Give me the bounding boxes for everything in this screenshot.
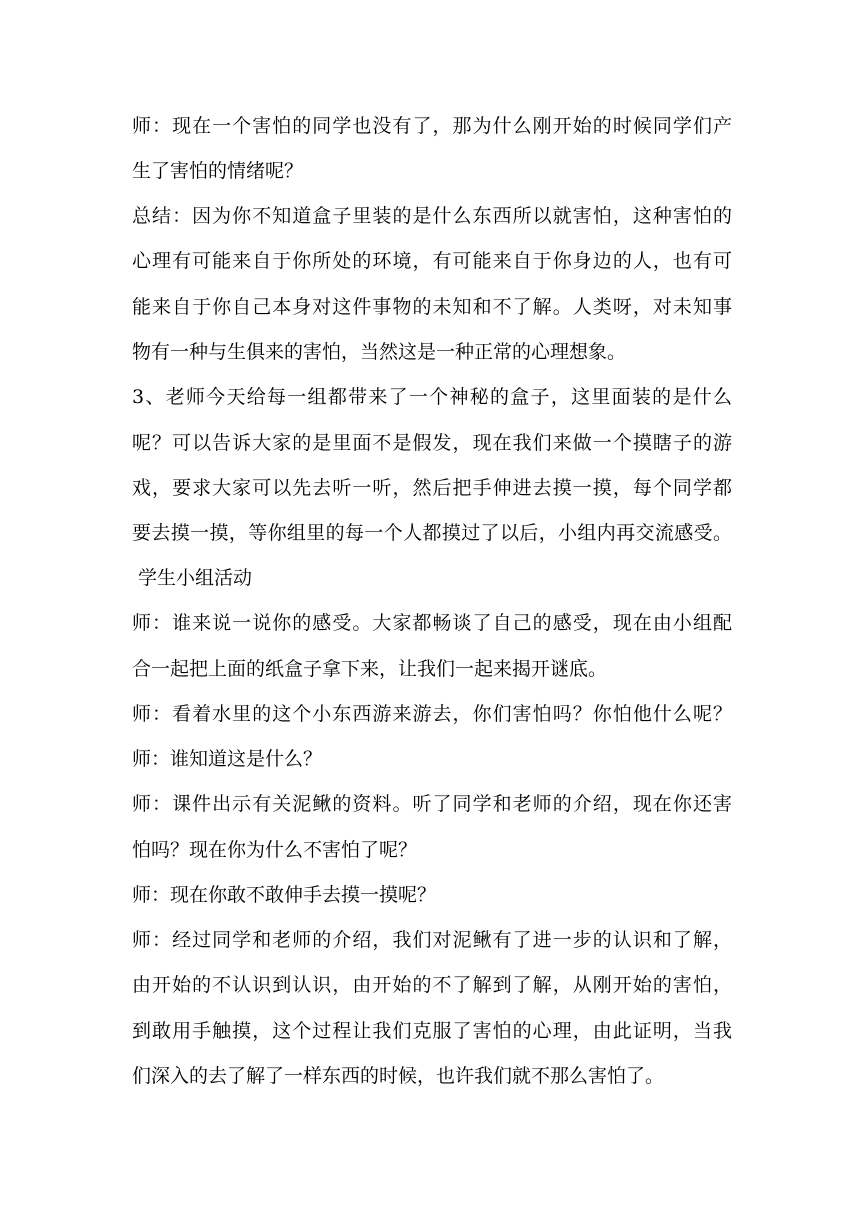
text-line: 合一起把上面的纸盒子拿下来，让我们一起来揭开谜底。 bbox=[132, 658, 608, 680]
text-line: 物有一种与生俱来的害怕，当然这是一种正常的心理想象。 bbox=[132, 341, 627, 363]
text-line: 戏，要求大家可以先去听一听，然后把手伸进去摸一摸，每个同学都 bbox=[132, 477, 732, 499]
text-line: 师：现在一个害怕的同学也没有了，那为什么刚开始的时候同学们产 bbox=[132, 115, 732, 137]
text-line: 呢？可以告诉大家的是里面不是假发，现在我们来做一个摸瞎子的游 bbox=[132, 432, 732, 454]
text-line: 到敢用手触摸，这个过程让我们克服了害怕的心理，由此证明，当我 bbox=[132, 1020, 732, 1042]
text-line: 们深入的去了解了一样东西的时候，也许我们就不那么害怕了。 bbox=[132, 1065, 665, 1087]
text-line: 心理有可能来自于你所处的环境，有可能来自于你身边的人，也有可 bbox=[132, 250, 732, 272]
text-line: 总结：因为你不知道盒子里装的是什么东西所以就害怕，这种害怕的 bbox=[132, 205, 732, 227]
text-line: 师：现在你敢不敢伸手去摸一摸呢？ bbox=[132, 884, 437, 906]
text-line: 师：经过同学和老师的介绍，我们对泥鳅有了进一步的认识和了解， bbox=[132, 929, 732, 951]
text-line: 师：谁来说一说你的感受。大家都畅谈了自己的感受，现在由小组配 bbox=[132, 612, 732, 634]
text-line: 怕吗？现在你为什么不害怕了呢？ bbox=[132, 839, 418, 861]
text-line: 学生小组活动 bbox=[132, 567, 253, 589]
text-line: 能来自于你自己本身对这件事物的未知和不了解。人类呀，对未知事 bbox=[132, 296, 732, 318]
text-line: 师：谁知道这是什么？ bbox=[132, 748, 323, 770]
text-line: 生了害怕的情绪呢？ bbox=[132, 160, 304, 182]
text-line: 要去摸一摸，等你组里的每一个人都摸过了以后，小组内再交流感受。 bbox=[132, 522, 732, 544]
text-line: 师：课件出示有关泥鳅的资料。听了同学和老师的介绍，现在你还害 bbox=[132, 793, 732, 815]
text-line: 3、老师今天给每一组都带来了一个神秘的盒子，这里面装的是什么 bbox=[132, 386, 732, 408]
text-line: 师：看着水里的这个小东西游来游去，你们害怕吗？你怕他什么呢？ bbox=[132, 703, 732, 725]
text-line: 由开始的不认识到认识，由开始的不了解到了解，从刚开始的害怕， bbox=[132, 974, 732, 996]
